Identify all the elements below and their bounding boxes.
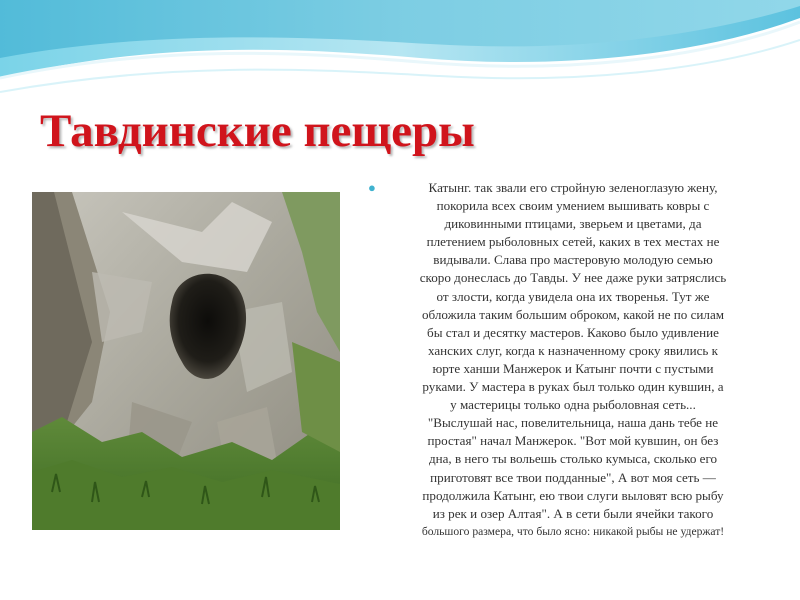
wave-header-decoration	[0, 0, 800, 110]
body-line: простая" начал Манжерок. "Вот мой кувшин, он без	[427, 433, 719, 449]
body-text	[368, 179, 774, 541]
body-line: приготовят все твои подданные", А вот моя сеть —	[430, 469, 716, 485]
body-line: бы стал и десятку мастеров. Каково было удивление	[427, 324, 719, 340]
body-line: у мастерицы только одна рыболовная сеть...	[450, 397, 696, 413]
body-line: руками. У мастера в руках был только один кувшин, а	[422, 379, 724, 395]
body-line: от злости, когда увидела она их творенья. Тут же	[436, 288, 710, 304]
body-line: дна, в него ты вольешь столько кумыса, сколько его	[428, 451, 718, 467]
body-line: большого размера, что было ясно: никакой рыбы не удержат!	[421, 524, 725, 538]
body-line: юрте ханши Манжерок и Катынг почти с пустыми	[432, 360, 714, 376]
body-line: из рек и озер Алтая". А в сети были ячейки такого	[432, 505, 714, 521]
body-line: обложила таким большим оброком, какой не по силам	[421, 306, 725, 322]
body-line: видывали. Слава про мастеровую молодую семью	[433, 252, 713, 268]
body-line: Катынг. так звали его стройную зеленоглазую жену,	[428, 180, 718, 195]
cave-photo	[32, 192, 340, 530]
body-line: ханских слуг, когда к назначенному сроку явились к	[427, 342, 719, 358]
body-line: "Выслушай нас, повелительница, наша дань тебе не	[427, 415, 719, 431]
body-line: плетением рыболовных сетей, каких в тех местах не	[426, 234, 720, 250]
body-line: покорила всех своим умением вышивать ковры с	[436, 198, 710, 214]
body-line: скоро донеслась до Тавды. У нее даже руки затряслись	[419, 270, 727, 286]
slide-title: Тавдинские пещеры	[40, 105, 475, 157]
bullet-dot-icon: ●	[368, 180, 376, 195]
body-line: продолжила Катынг, ею твои слуги выловят всю рыбу	[422, 487, 724, 503]
body-line: диковинными птицами, зверьем и цветами, да	[444, 216, 702, 232]
